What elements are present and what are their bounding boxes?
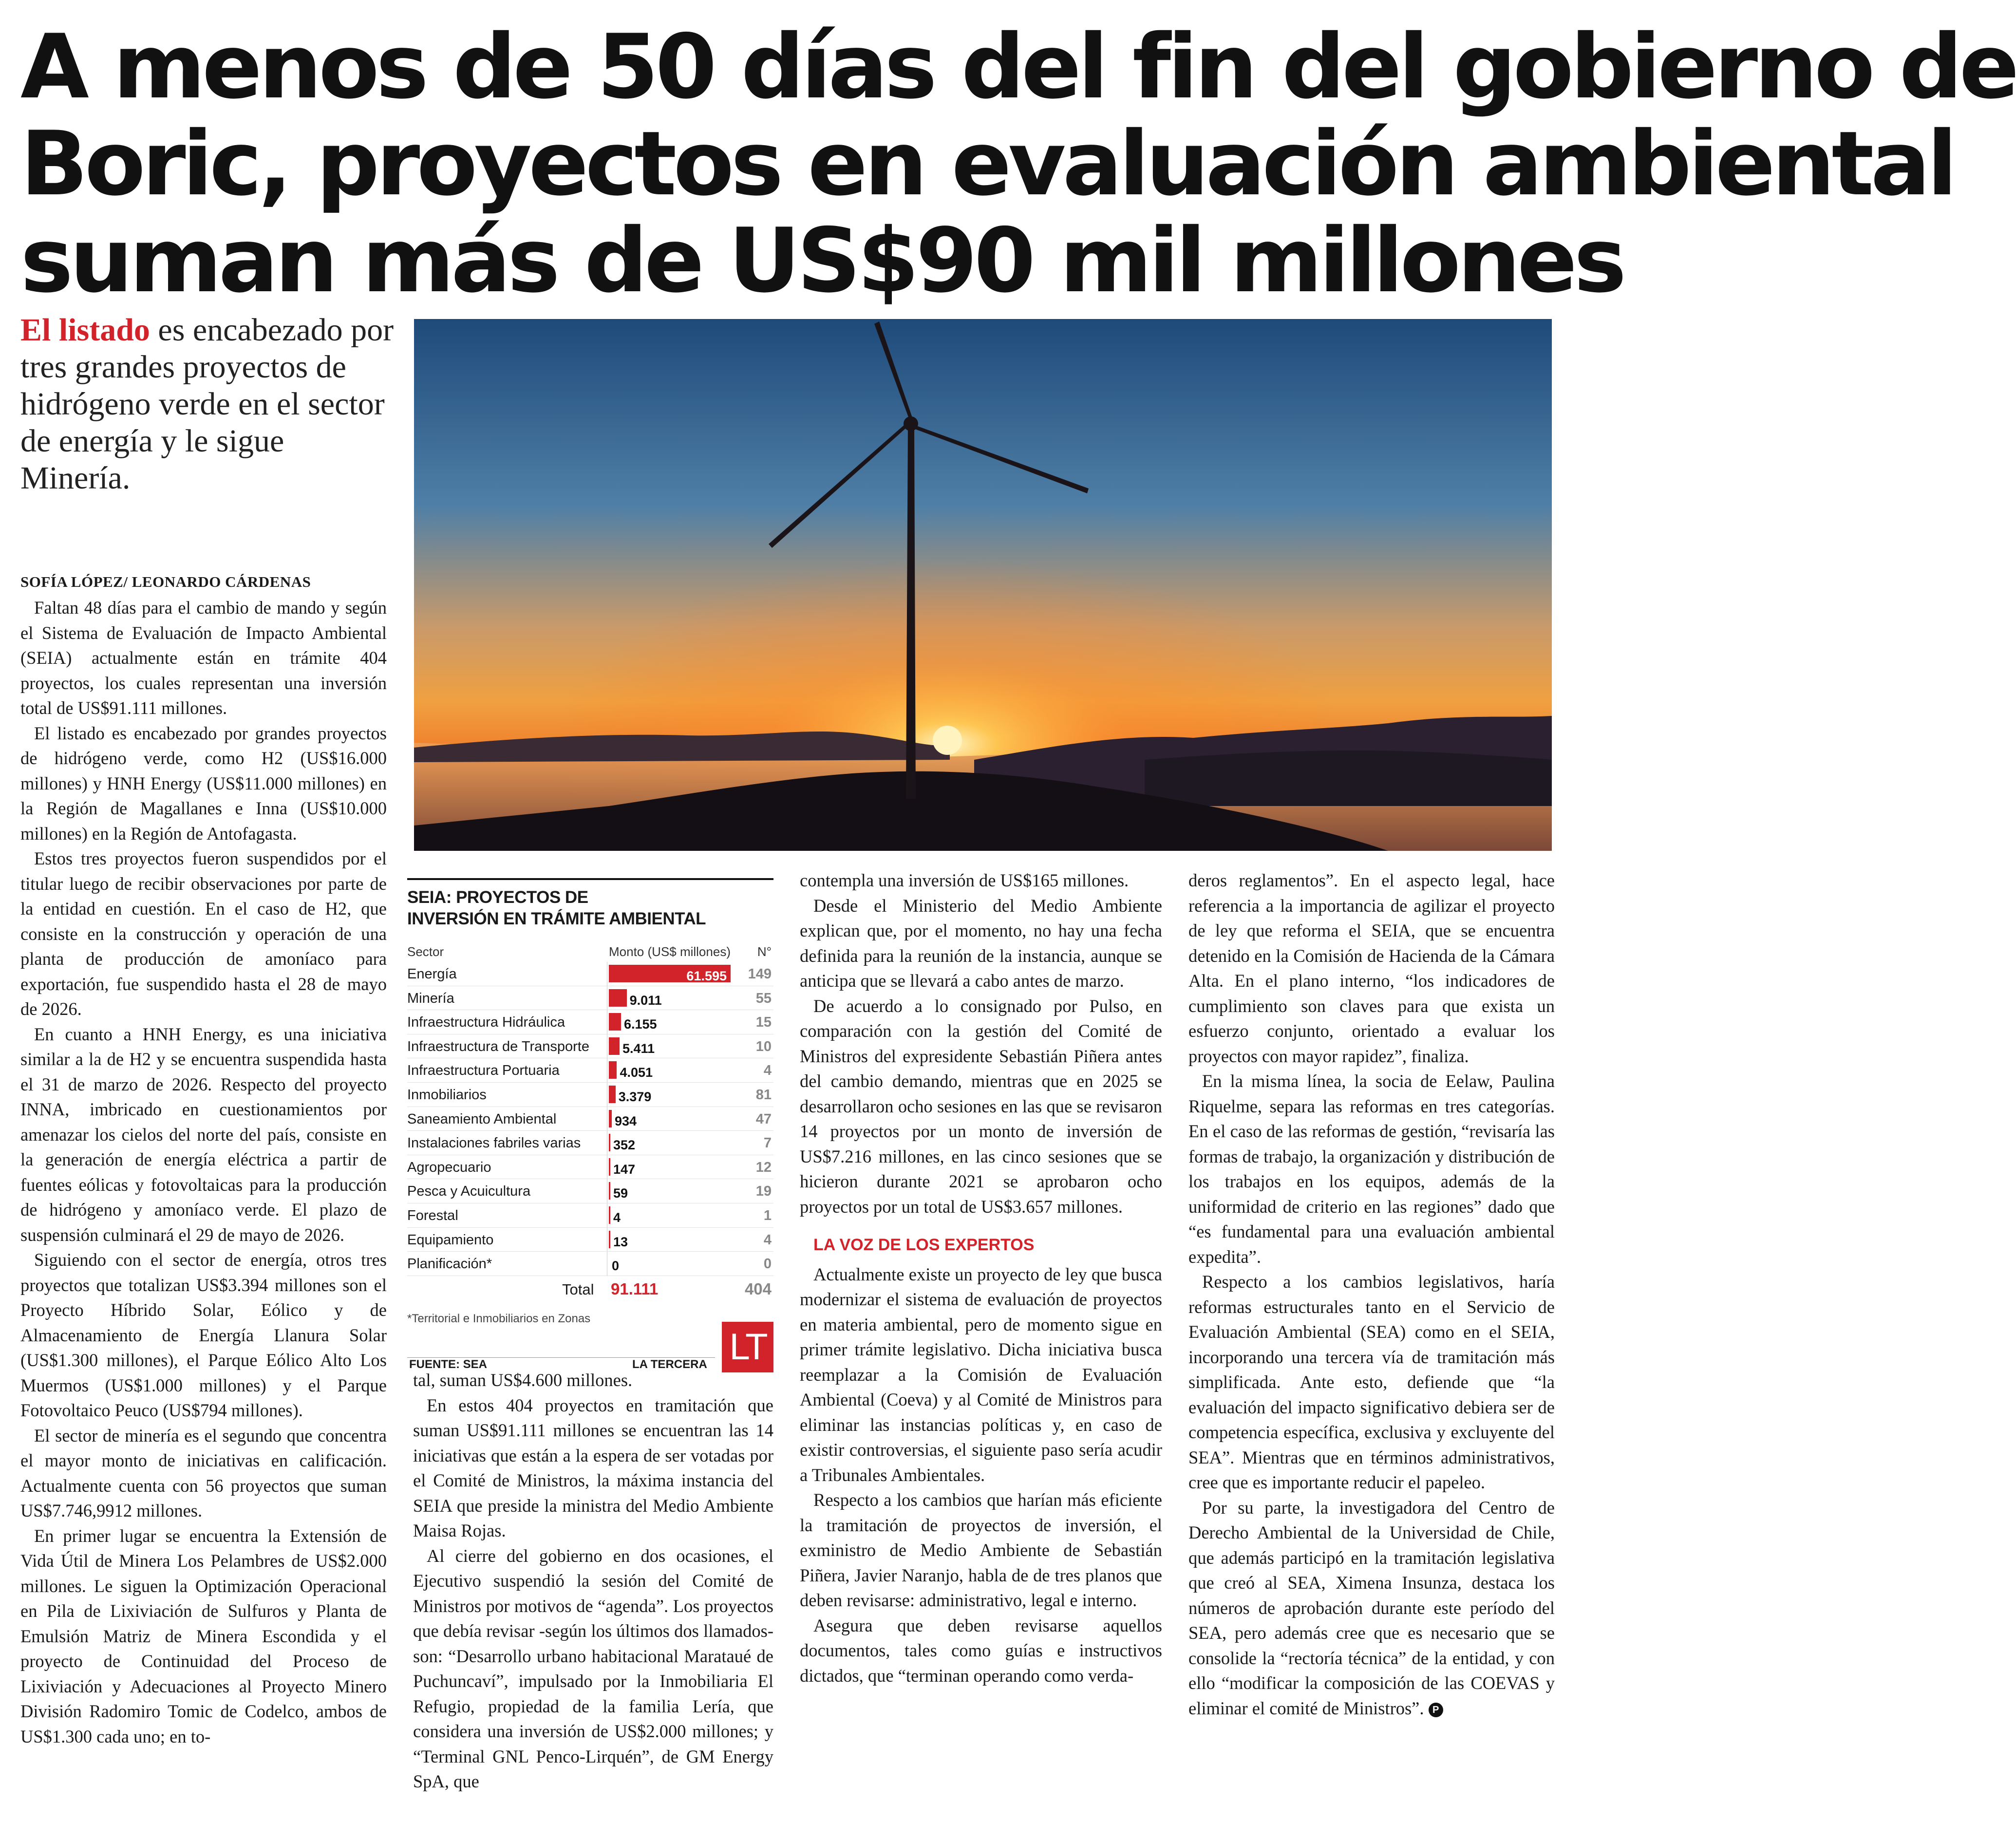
- chart-bar-area: [609, 965, 735, 982]
- chart-category-label: Energía: [407, 966, 457, 982]
- chart-row: [407, 962, 773, 986]
- chart-category-label: Infraestructura Portuaria: [407, 1063, 560, 1079]
- paragraph: El sector de minería es el segundo que concentra el mayor monto de iniciativas en calificación. Actualmente cuenta con 56 proyectos que suman US$7.746,9912 millones.: [20, 1425, 387, 1520]
- chart-count-label: 15: [755, 1014, 772, 1031]
- chart-bar: [609, 1182, 610, 1200]
- chart-value-label: 4: [613, 1210, 621, 1225]
- chart-category-label: Planificación*: [407, 1256, 492, 1272]
- chart-header: [407, 940, 773, 962]
- paragraph: En cuanto a HNH Energy, es una iniciativa similar a la de H2 y se encuentra suspendida hasta el 31 de marzo de 2026. Respecto del proyecto INNA, imbricado en cuestionamientos por amenazar los cielos del norte del país, consiste en la generación de energía eléctrica a partir de fuentes eólicas y fotovoltaicas para la producción de hidrógeno y amoníaco verde. El plazo de suspensión culminará el 29 de mayo de 2026.: [20, 1024, 387, 1245]
- chart-count-label: 149: [748, 966, 772, 982]
- paragraph: Actualmente existe un proyecto de ley que busca modernizar el sistema de evaluación de proyectos en materia ambiental, pero de momento sigue en primer trámite legislativo. Dicha iniciativa busca reemplazar a la Comisión de Evaluación Ambiental (Coeva) y al Comité de Ministros para eliminar las instancias políticas y, en caso de existir controversias, el siguiente paso sería acudir a Tribunales Ambientales.: [800, 1264, 1162, 1485]
- chart-value-label: 59: [613, 1186, 628, 1201]
- chart-row: [407, 1010, 773, 1034]
- chart-bar: [609, 1134, 610, 1151]
- paragraph: [1188, 1495, 1555, 1721]
- headline: [20, 15, 2016, 312]
- paragraph: En primer lugar se encuentra la Extensión de Vida Útil de Minera Los Pelambres de US$2.000 millones. Le siguen la Optimización Operacional en Pila de Lixiviación de Sulfuros y Planta de Emulsión Matriz de Minera Escondida y el proyecto de Continuidad del Proceso de Lixiviación y Adecuaciones al Proyecto Minero División Radomiro Tomic de Codelco, ambos de US$1.300 cada uno; en to-: [20, 1525, 387, 1746]
- chart-category-label: Minería: [407, 990, 454, 1006]
- paragraph: contempla una inversión de US$165 millones.: [800, 870, 1129, 890]
- chart-value-label: 9.011: [629, 993, 662, 1008]
- chart-row: [407, 1179, 773, 1203]
- chart-value-label: 934: [615, 1113, 637, 1128]
- paragraph: Respecto a los cambios que harían más eficiente la tramitación de proyectos de inversión, el exministro de Medio Ambiente de Sebastián Piñera, Javier Naranjo, habla de de tres planos que deben revisarse: administrativo, legal e interno.: [800, 1490, 1162, 1610]
- chart-row: [407, 1155, 773, 1180]
- chart-row: [407, 1083, 773, 1107]
- wind-turbine-sunset-photo: [414, 319, 1552, 851]
- chart-value-label: 0: [612, 1258, 620, 1274]
- lead-text: es encabezado por tres grandes proyectos de hidrógeno verde en el sector de energía y le sigue Minería.: [20, 312, 394, 496]
- paragraph: tal, suman US$4.600 millones.: [413, 1370, 633, 1390]
- chart-bar-area: [609, 989, 735, 1007]
- chart-bar: [609, 1158, 610, 1176]
- la-tercera-logo-icon: LT: [722, 1322, 773, 1372]
- chart-title-line-2: INVERSIÓN EN TRÁMITE AMBIENTAL: [407, 909, 706, 928]
- chart-count-label: 1: [763, 1207, 772, 1223]
- end-mark-icon: P: [1429, 1703, 1443, 1717]
- total-count: 404: [744, 1279, 772, 1298]
- chart-title: [407, 887, 773, 930]
- chart-row: [407, 1107, 773, 1131]
- chart-value-label: 4.051: [620, 1065, 653, 1080]
- paragraph: En estos 404 proyectos en tramitación que suman US$91.111 millones se encuentran las 14 iniciativas que están a la espera de ser votadas por el Comité de Ministros, la máxima instancia del SEIA que preside la ministra del Medio Ambiente Maisa Rojas.: [413, 1395, 773, 1540]
- chart-bar-area: [609, 1110, 735, 1127]
- chart-bar: [609, 1013, 621, 1031]
- paragraph: Al cierre del gobierno en dos ocasiones, el Ejecutivo suspendió la sesión del Comité de Ministros por motivos de “agenda”. Los proyectos que debía revisar -según los últimos dos llamados- son: “Desarrollo urbano habitacional Marataué de Puchuncaví”, impulsado por la Inmobiliaria El Refugio, propiedad de la familia Lería, que considera una inversión de US$2.000 millones; y “Terminal GNL Penco-Lirquén”, de GM Energy SpA, que: [413, 1545, 773, 1791]
- chart-bar-area: [609, 1158, 735, 1176]
- chart-bar-area: [609, 1086, 735, 1103]
- chart-value-label: 147: [613, 1162, 636, 1177]
- chart-bar-area: [609, 1061, 735, 1079]
- chart-category-label: Instalaciones fabriles varias: [407, 1135, 581, 1151]
- chart-value-label: 352: [613, 1138, 636, 1153]
- chart-bar-area: [609, 1037, 735, 1055]
- paragraph: El listado es encabezado por grandes proyectos de hidrógeno verde, como H2 (US$16.000 millones) y HNH Energy (US$11.000 millones) en la Región de Magallanes e Inna (US$10.000 millones) en la Región de Antofagasta.: [20, 723, 387, 844]
- headline-line-3: suman más de US$90 mil millones: [20, 209, 1623, 312]
- chart-bar-area: [609, 1255, 735, 1272]
- paragraph: De acuerdo a lo consignado por Pulso, en comparación con la gestión del Comité de Ministros del expresidente Sebastián Piñera antes del cambio demando, mientras que en 2025 se desarrollaron ocho sesiones en las que se revisaron 14 proyectos por un monto de inversión de US$7.216 millones, en las cinco sesiones que se hicieron durante 2021 se aprobaron ocho proyectos por un total de US$3.657 millones.: [800, 995, 1162, 1217]
- chart-count-label: 81: [755, 1087, 772, 1103]
- chart-count-label: 19: [755, 1183, 772, 1200]
- chart-bar: [609, 989, 627, 1007]
- article-column-4: [1188, 868, 1555, 1721]
- lead-highlight: El listado: [20, 312, 150, 348]
- total-label: Total: [562, 1280, 594, 1298]
- paragraph: Respecto a los cambios legislativos, haría reformas estructurales tanto en el Servicio de Evaluación Ambiental (SEA) como en el SEIA, incorporando una tercera vía de tramitación más simplificada. Ante esto, defiende que “la evaluación del impacto significativo debiera ser de competencia específica, exclusiva y excluyente del SEA”. Mientras que en términos administrativos, cree que es importante reducir el papeleo.: [1188, 1272, 1555, 1492]
- total-value: 91.111: [611, 1279, 659, 1298]
- chart-bar-area: [609, 1206, 735, 1224]
- chart-count-label: 4: [763, 1232, 772, 1248]
- chart-category-label: Equipamiento: [407, 1232, 494, 1248]
- article-column-3: [800, 868, 1162, 1688]
- lead-paragraph: [20, 312, 396, 497]
- chart-bar: [609, 1110, 612, 1127]
- chart-row: [407, 1058, 773, 1083]
- chart-note: *Territorial e Inmobiliarios en Zonas: [407, 1312, 591, 1325]
- chart-count-label: 10: [755, 1038, 772, 1054]
- chart-row: [407, 1034, 773, 1059]
- col-header-amount: Monto (US$ millones): [609, 944, 731, 959]
- chart-row: [407, 1203, 773, 1228]
- col-header-count: N°: [757, 944, 772, 959]
- photo-illustration: [414, 319, 1552, 851]
- chart-category-label: Saneamiento Ambiental: [407, 1111, 557, 1127]
- chart-bar: [609, 1061, 617, 1079]
- col-header-sector: Sector: [407, 944, 444, 959]
- paragraph: Asegura que deben revisarse aquellos documentos, tales como guías e instructivos dictados, que “terminan operando como verda-: [800, 1615, 1162, 1686]
- chart-bar-area: [609, 1231, 735, 1248]
- paragraph: En la misma línea, la socia de Eelaw, Paulina Riquelme, separa las reformas en tres categorías. En el caso de las reformas de gestión, “revisaría las formas de trabajo, la organización y distribución de los trabajos en los equipos, además de la uniformidad de criterio en las regiones” dado que “es fundamental para una evaluación ambiental expedita”.: [1188, 1071, 1555, 1267]
- article-column-2: [413, 1368, 773, 1794]
- chart-source: FUENTE: SEA: [409, 1357, 488, 1371]
- article-column-1: [20, 595, 387, 1749]
- chart-bar: [609, 1037, 620, 1055]
- chart-count-label: 47: [755, 1111, 772, 1127]
- chart-count-label: 0: [763, 1256, 772, 1272]
- chart-value-label: 13: [613, 1234, 628, 1249]
- chart-category-label: Pesca y Acuicultura: [407, 1183, 531, 1200]
- chart-bar-area: [609, 1013, 735, 1031]
- chart-count-label: 7: [763, 1135, 772, 1151]
- chart-value-label: 5.411: [622, 1041, 655, 1056]
- byline: SOFÍA LÓPEZ/ LEONARDO CÁRDENAS: [20, 573, 311, 590]
- chart-row: [407, 1228, 773, 1252]
- chart-value-label: 61.595: [686, 969, 727, 983]
- chart-category-label: Infraestructura Hidráulica: [407, 1014, 565, 1031]
- chart-value-label: 6.155: [623, 1017, 657, 1032]
- chart-title-line-1: SEIA: PROYECTOS DE: [407, 888, 588, 907]
- chart-bar: [609, 1231, 610, 1248]
- chart-category-label: Infraestructura de Transporte: [407, 1038, 589, 1054]
- investment-chart: [407, 878, 773, 1384]
- paragraph: deros reglamentos”. En el aspecto legal, hace referencia a la importancia de agilizar el proyecto de ley que reforma el SEIA, que se encuentra detenido en la Comisión de Hacienda de la Cámara Alta. En el plano interno, “los indicadores de cumplimiento son claves para que exista un esfuerzo conjunto, orientado a evaluar los proyectos con mayor rapidez”, finaliza.: [1188, 870, 1555, 1066]
- chart-total-row: [407, 1276, 773, 1302]
- chart-row: [407, 986, 773, 1011]
- paragraph: Siguiendo con el sector de energía, otros tres proyectos que totalizan US$3.394 millones son el Proyecto Híbrido Solar, Eólico y de Almacenamiento de Energía Llanura Solar (US$1.300 millones), el Parque Eólico Alto Los Muermos (US$1.000 millones) y el Parque Fotovoltaico Peuco (US$794 millones).: [20, 1250, 387, 1420]
- chart-bar-area: [609, 1182, 735, 1200]
- chart-bar-area: [609, 1134, 735, 1151]
- chart-bar: [609, 1206, 610, 1224]
- chart-value-label: 3.379: [618, 1089, 652, 1104]
- chart-rows: [407, 962, 773, 1276]
- chart-count-label: 12: [755, 1159, 772, 1175]
- chart-category-label: Forestal: [407, 1207, 458, 1223]
- chart-count-label: 4: [763, 1063, 772, 1079]
- chart-top-rule: [407, 878, 773, 880]
- chart-publisher: LA TERCERA: [632, 1357, 707, 1371]
- paragraph-text: Por su parte, la investigadora del Centro de Derecho Ambiental de la Universidad de Chile, que además participó en la tramitación legislativa que creó al SEA, Ximena Insunza, destaca los números de aprobación durante este período del SEA, pero además cree que es necesario que se consolide la “rectoría técnica” de la entidad, y con ello “modificar la composición de las COEVAS y eliminar el comité de Ministros”.: [1188, 1497, 1555, 1718]
- chart-category-label: Agropecuario: [407, 1159, 491, 1175]
- chart-row: [407, 1131, 773, 1155]
- section-subhead: LA VOZ DE LOS EXPERTOS: [813, 1236, 1035, 1254]
- headline-line-2: Boric, proyectos en evaluación ambiental: [20, 112, 1954, 215]
- chart-count-label: 55: [755, 990, 772, 1006]
- chart-bar: [609, 1086, 616, 1103]
- headline-line-1: A menos de 50 días del fin del gobierno de: [20, 15, 2016, 118]
- chart-category-label: Inmobiliarios: [407, 1087, 487, 1103]
- paragraph: Estos tres proyectos fueron suspendidos por el titular luego de recibir observaciones por parte de la entidad en cuestión. En el caso de H2, que consiste en la construcción y operación de una planta de producción de amoníaco para exportación, fue suspendido hasta el 28 de mayo de 2026.: [20, 848, 387, 1019]
- paragraph: Desde el Ministerio del Medio Ambiente explican que, por el momento, no hay una fecha definida para la reunión de la instancia, aunque se anticipa que se llevará a cabo antes de marzo.: [800, 895, 1162, 991]
- chart-row: [407, 1252, 773, 1276]
- paragraph: Faltan 48 días para el cambio de mando y según el Sistema de Evaluación de Impacto Ambiental (SEIA) actualmente están en trámite 404 proyectos, los cuales representan una inversión total de US$91.111 millones.: [20, 598, 387, 718]
